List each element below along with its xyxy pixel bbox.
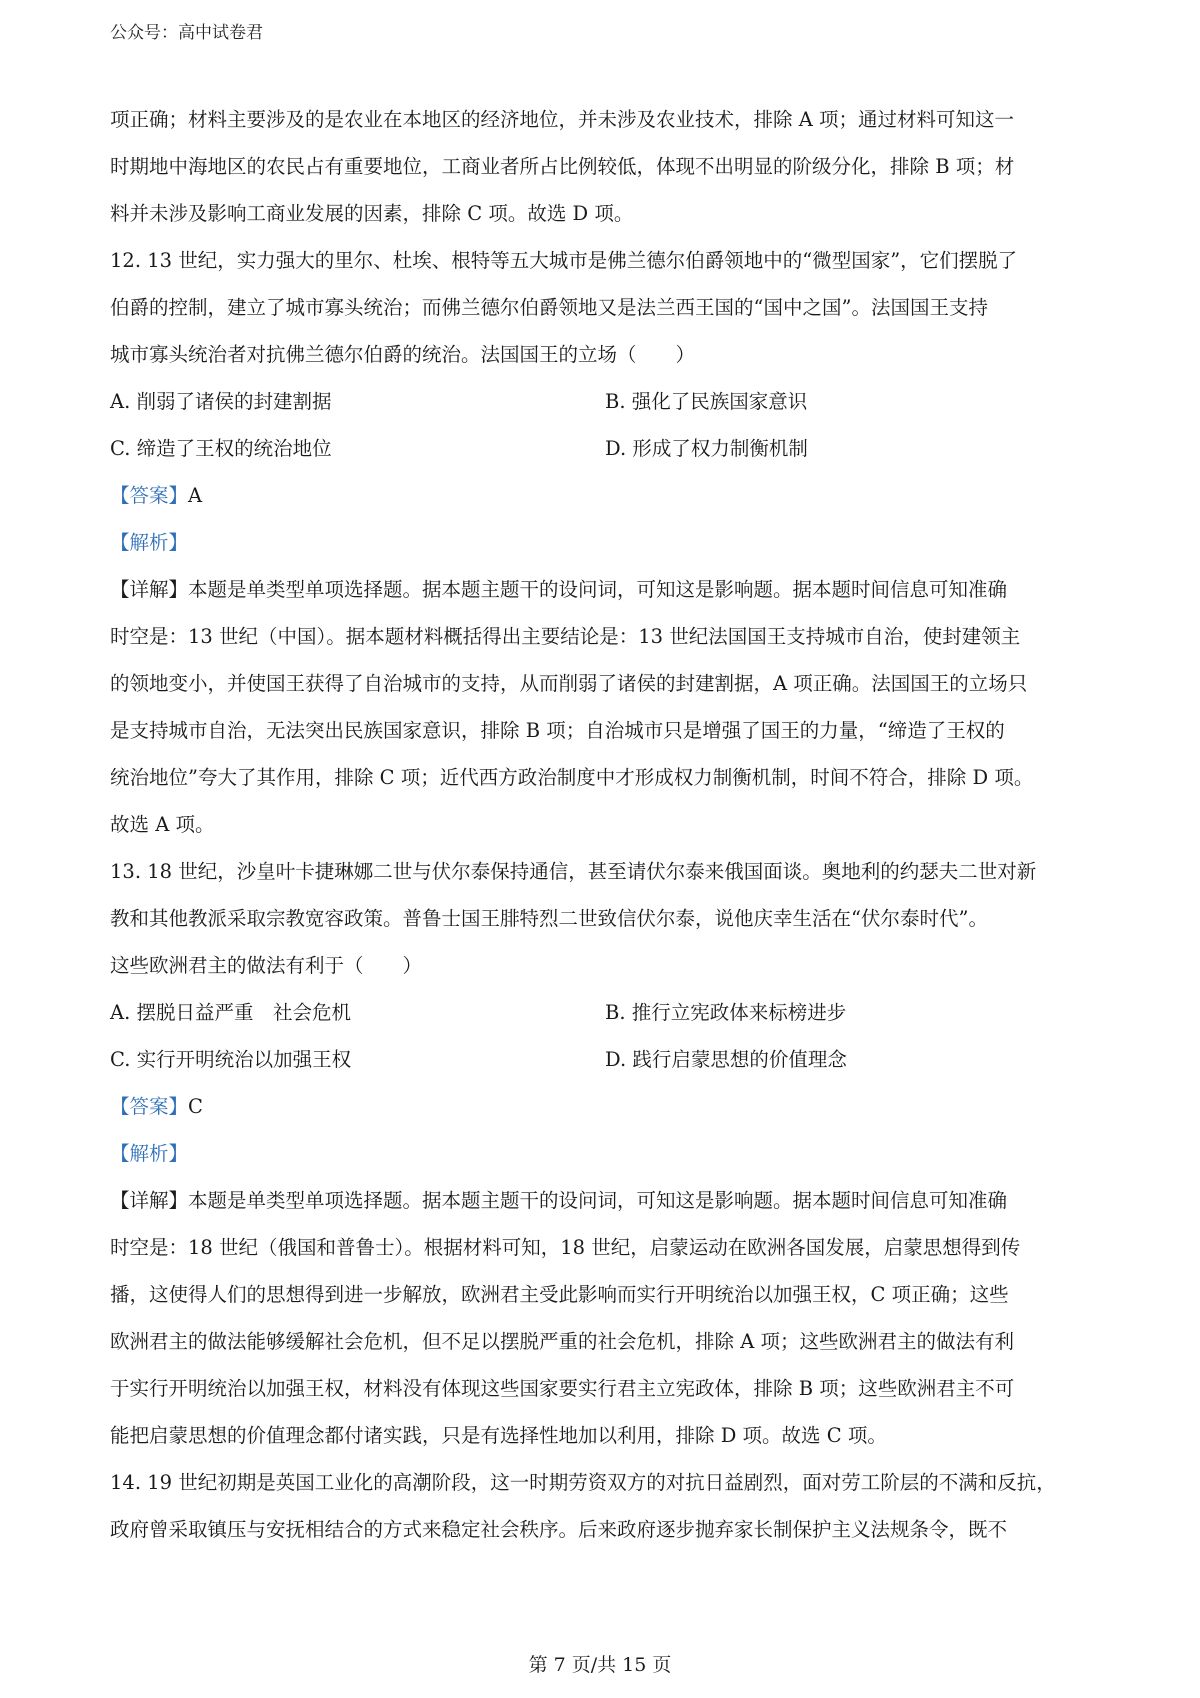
option-a: A. 削弱了诸侯的封建割据	[110, 390, 332, 413]
detail-line: 统治地位”夸大了其作用，排除 C 项；近代西方政治制度中才形成权力制衡机制，时间不符合，排除 D 项。	[110, 766, 1034, 789]
question-13	[110, 848, 1100, 1459]
detail-line: 的领地变小，并使国王获得了自治城市的支持，从而削弱了诸侯的封建割据，A 项正确。法国国王的立场只	[110, 672, 1028, 695]
question-stem-line: 13. 18 世纪，沙皇叶卡捷琳娜二世与伏尔泰保持通信，甚至请伏尔泰来俄国面谈。奥地利的约瑟夫二世对新	[110, 860, 1037, 883]
analysis-tag: 【解析】	[110, 531, 189, 554]
page-number: 第 7 页/共 15 页	[528, 1654, 672, 1676]
options-row	[110, 425, 1100, 472]
question-stem-line: 这些欧洲君主的做法有利于（ ）	[110, 954, 423, 977]
option-c: C. 实行开明统治以加强王权	[110, 1048, 352, 1071]
answer-tag: 【答案】	[110, 484, 189, 507]
question-stem-line: 伯爵的控制，建立了城市寡头统治；而佛兰德尔伯爵领地又是法兰西王国的“国中之国”。法国国王支持	[110, 296, 988, 319]
question-stem-line: 城市寡头统治者对抗佛兰德尔伯爵的统治。法国国王的立场（ ）	[110, 343, 696, 366]
detail-line: 能把启蒙思想的价值理念都付诸实践，只是有选择性地加以利用，排除 D 项。故选 C 项。	[110, 1424, 887, 1447]
text-line: 项正确；材料主要涉及的是农业在本地区的经济地位，并未涉及农业技术，排除 A 项；通过材料可知这一	[110, 108, 1014, 131]
option-b: B. 推行立宪政体来标榜进步	[605, 1001, 847, 1024]
question-stem-line: 12. 13 世纪，实力强大的里尔、杜埃、根特等五大城市是佛兰德尔伯爵领地中的“微型国家”，它们摆脱了	[110, 249, 1018, 272]
text-line: 料并未涉及影响工商业发展的因素，排除 C 项。故选 D 项。	[110, 202, 634, 225]
options-row	[110, 1036, 1100, 1083]
option-d: D. 践行启蒙思想的价值理念	[605, 1048, 847, 1071]
options-row	[110, 378, 1100, 425]
source-header: 公众号：高中试卷君	[110, 23, 263, 43]
analysis-tag: 【解析】	[110, 1142, 189, 1165]
q11-analysis-tail	[110, 96, 1100, 237]
detail-line: 【详解】本题是单类型单项选择题。据本题主题干的设问词，可知这是影响题。据本题时间信息可知准确	[110, 578, 1008, 601]
answer-value: A	[188, 484, 203, 507]
answer-value: C	[188, 1095, 203, 1118]
document-body	[110, 96, 1100, 1553]
option-b: B. 强化了民族国家意识	[605, 390, 808, 413]
detail-line: 时空是：18 世纪（俄国和普鲁士）。根据材料可知，18 世纪，启蒙运动在欧洲各国发展，启蒙思想得到传	[110, 1236, 1021, 1259]
question-12	[110, 237, 1100, 848]
option-d: D. 形成了权力制衡机制	[605, 437, 808, 460]
detail-line: 是支持城市自治，无法突出民族国家意识，排除 B 项；自治城市只是增强了国王的力量，“缔造了王权的	[110, 719, 1005, 742]
detail-line: 于实行开明统治以加强王权，材料没有体现这些国家要实行君主立宪政体，排除 B 项；这些欧洲君主不可	[110, 1377, 1015, 1400]
answer-tag: 【答案】	[110, 1095, 189, 1118]
detail-line: 故选 A 项。	[110, 813, 215, 836]
question-stem-line: 14. 19 世纪初期是英国工业化的高潮阶段，这一时期劳资双方的对抗日益剧烈，面对劳工阶层的不满和反抗，	[110, 1471, 1056, 1494]
option-c: C. 缔造了王权的统治地位	[110, 437, 332, 460]
answer-line	[110, 1083, 1100, 1130]
detail-line: 时空是：13 世纪（中国）。据本题材料概括得出主要结论是：13 世纪法国国王支持城市自治，使封建领主	[110, 625, 1021, 648]
question-stem-line: 政府曾采取镇压与安抚相结合的方式来稳定社会秩序。后来政府逐步抛弃家长制保护主义法规条令，既不	[110, 1518, 1008, 1541]
options-row	[110, 989, 1100, 1036]
detail-line: 【详解】本题是单类型单项选择题。据本题主题干的设问词，可知这是影响题。据本题时间信息可知准确	[110, 1189, 1008, 1212]
option-a: A. 摆脱日益严重 社会危机	[110, 1001, 351, 1024]
text-line: 时期地中海地区的农民占有重要地位，工商业者所占比例较低，体现不出明显的阶级分化，排除 B 项；材	[110, 155, 1015, 178]
question-stem-line: 教和其他教派采取宗教宽容政策。普鲁士国王腓特烈二世致信伏尔泰，说他庆幸生活在“伏尔泰时代”。	[110, 907, 988, 930]
answer-line	[110, 472, 1100, 519]
detail-line: 欧洲君主的做法能够缓解社会危机，但不足以摆脱严重的社会危机，排除 A 项；这些欧洲君主的做法有利	[110, 1330, 1014, 1353]
detail-line: 播，这使得人们的思想得到进一步解放，欧洲君主受此影响而实行开明统治以加强王权，C 项正确；这些	[110, 1283, 1009, 1306]
question-14	[110, 1459, 1100, 1553]
